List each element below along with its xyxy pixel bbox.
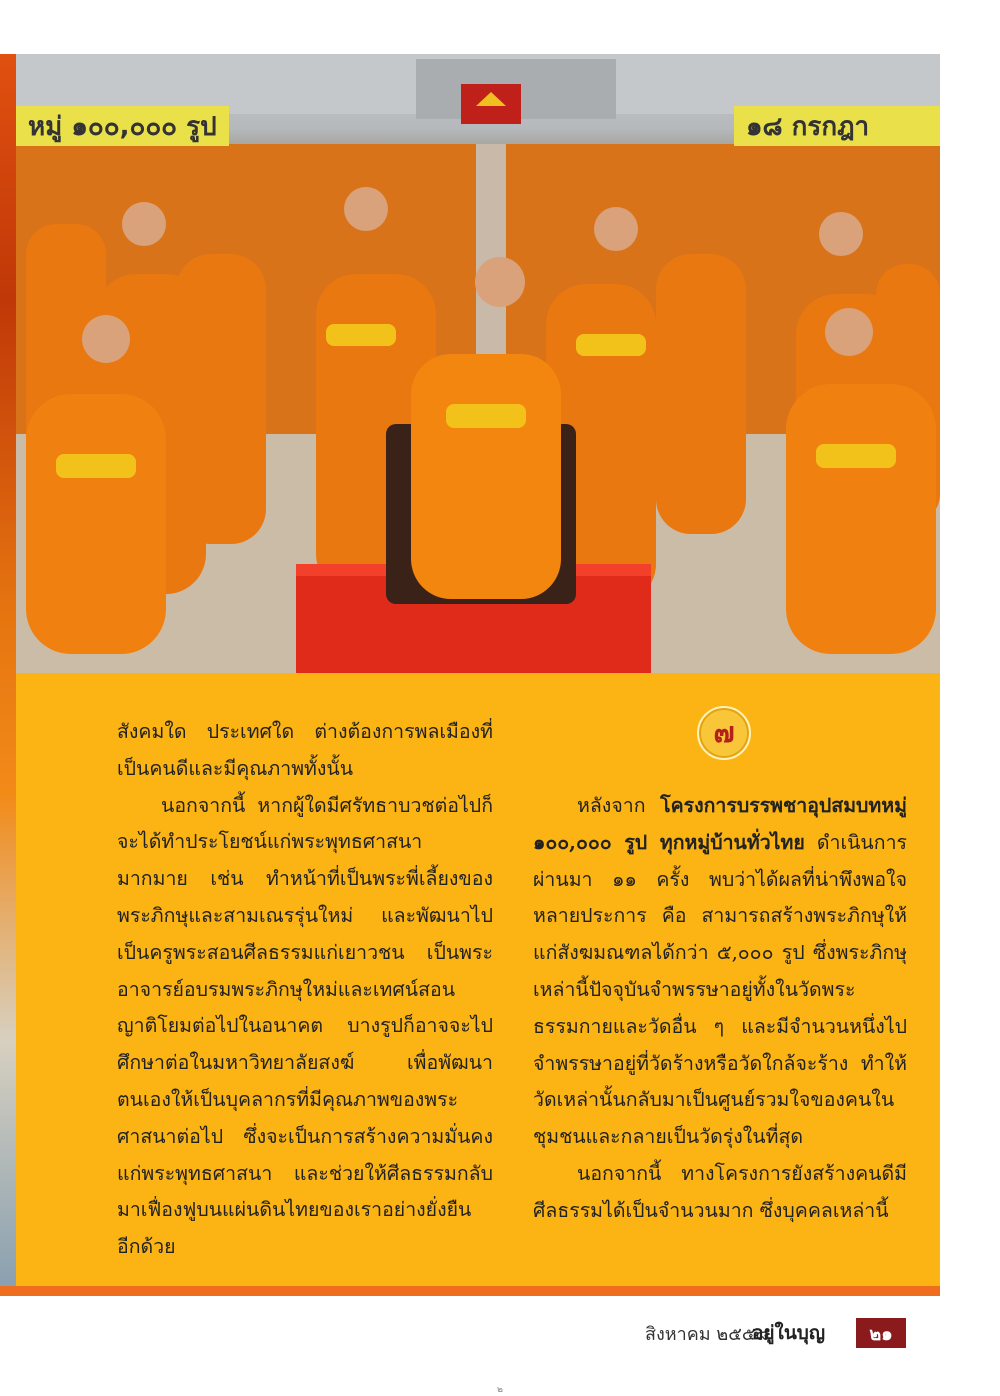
banner-right: ๑๘ กรกฎา: [734, 106, 940, 146]
page-number: ๒๑: [856, 1318, 906, 1348]
right-column: [533, 788, 907, 1230]
project-name: โครงการบรรพชาอุปสมบทหมู่ ๑๐๐,๐๐๐ รูป ทุกหมู่บ้านทั่วไทย: [533, 794, 907, 854]
left-column: [117, 714, 493, 1266]
magazine-name: อยู่ในบุญ: [752, 1322, 826, 1344]
monks-illustration: [16, 54, 940, 673]
section-number-badge: ๗: [697, 706, 751, 760]
right-p1-intro: หลังจาก: [577, 794, 661, 817]
left-edge-photo-strip: [0, 54, 16, 1286]
monks-photo: [16, 54, 940, 673]
left-paragraph-1: สังคมใด ประเทศใด ต่างต้องการพลเมืองที่เป็นคนดีและมีคุณภาพทั้งนั้น: [117, 720, 493, 780]
right-p1-rest: ดำเนินการผ่านมา ๑๑ ครั้ง พบว่าได้ผลที่น่าพึงพอใจหลายประการ คือ สามารถสร้างพระภิกษุให้แก่สังฆมณฑลได้กว่า ๕,๐๐๐ รูป ซึ่งพระภิกษุเหล่านี้ปัจจุบันจำพรรษาอยู่ทั้งในวัดพระธรรมกายและวัดอื่น ๆ และมีจำนวนหนึ่งไปจำพรรษาอยู่ที่วัดร้างหรือวัดใกล้จะร้าง ทำให้วัดเหล่านั้นกลับมาเป็นศูนย์รวมใจของคนในชุมชนและกลายเป็นวัดรุ่งในที่สุด: [533, 830, 907, 1149]
right-paragraph-1: [533, 788, 907, 1156]
banner-left: หมู่ ๑๐๐,๐๐๐ รูป: [16, 106, 229, 146]
print-mark: ๒: [497, 1385, 503, 1395]
issue-date: สิงหาคม ๒๕๕๘: [645, 1323, 770, 1345]
left-paragraph-2: นอกจากนี้ หากผู้ใดมีศรัทธาบวชต่อไปก็จะได้ทำประโยชน์แก่พระพุทธศาสนามากมาย เช่น ทำหน้าที่เป็นพระพี่เลี้ยงของพระภิกษุและสามเณรรุ่นใหม่ และพัฒนาไปเป็นครูพระสอนศีลธรรมแก่เยาวชน เป็นพระอาจารย์อบรมพระภิกษุใหม่และเทศน์สอนญาติโยมต่อไปในอนาคต บางรูปก็อาจจะไปศึกษาต่อในมหาวิทยาลัยสงฆ์ เพื่อพัฒนาตนเองให้เป็นบุคลากรที่มีคุณภาพของพระศาสนาต่อไป ซึ่งจะเป็นการสร้างความมั่นคงแก่พระพุทธศาสนา และช่วยให้ศีลธรรมกลับมาเฟื่องฟูบนแผ่นดินไทยของเราอย่างยั่งยืนอีกด้วย: [117, 793, 493, 1259]
bottom-rule: [0, 1286, 940, 1296]
right-paragraph-2: นอกจากนี้ ทางโครงการยังสร้างคนดีมีศีลธรรมได้เป็นจำนวนมาก ซึ่งบุคคลเหล่านี้: [533, 1161, 907, 1222]
